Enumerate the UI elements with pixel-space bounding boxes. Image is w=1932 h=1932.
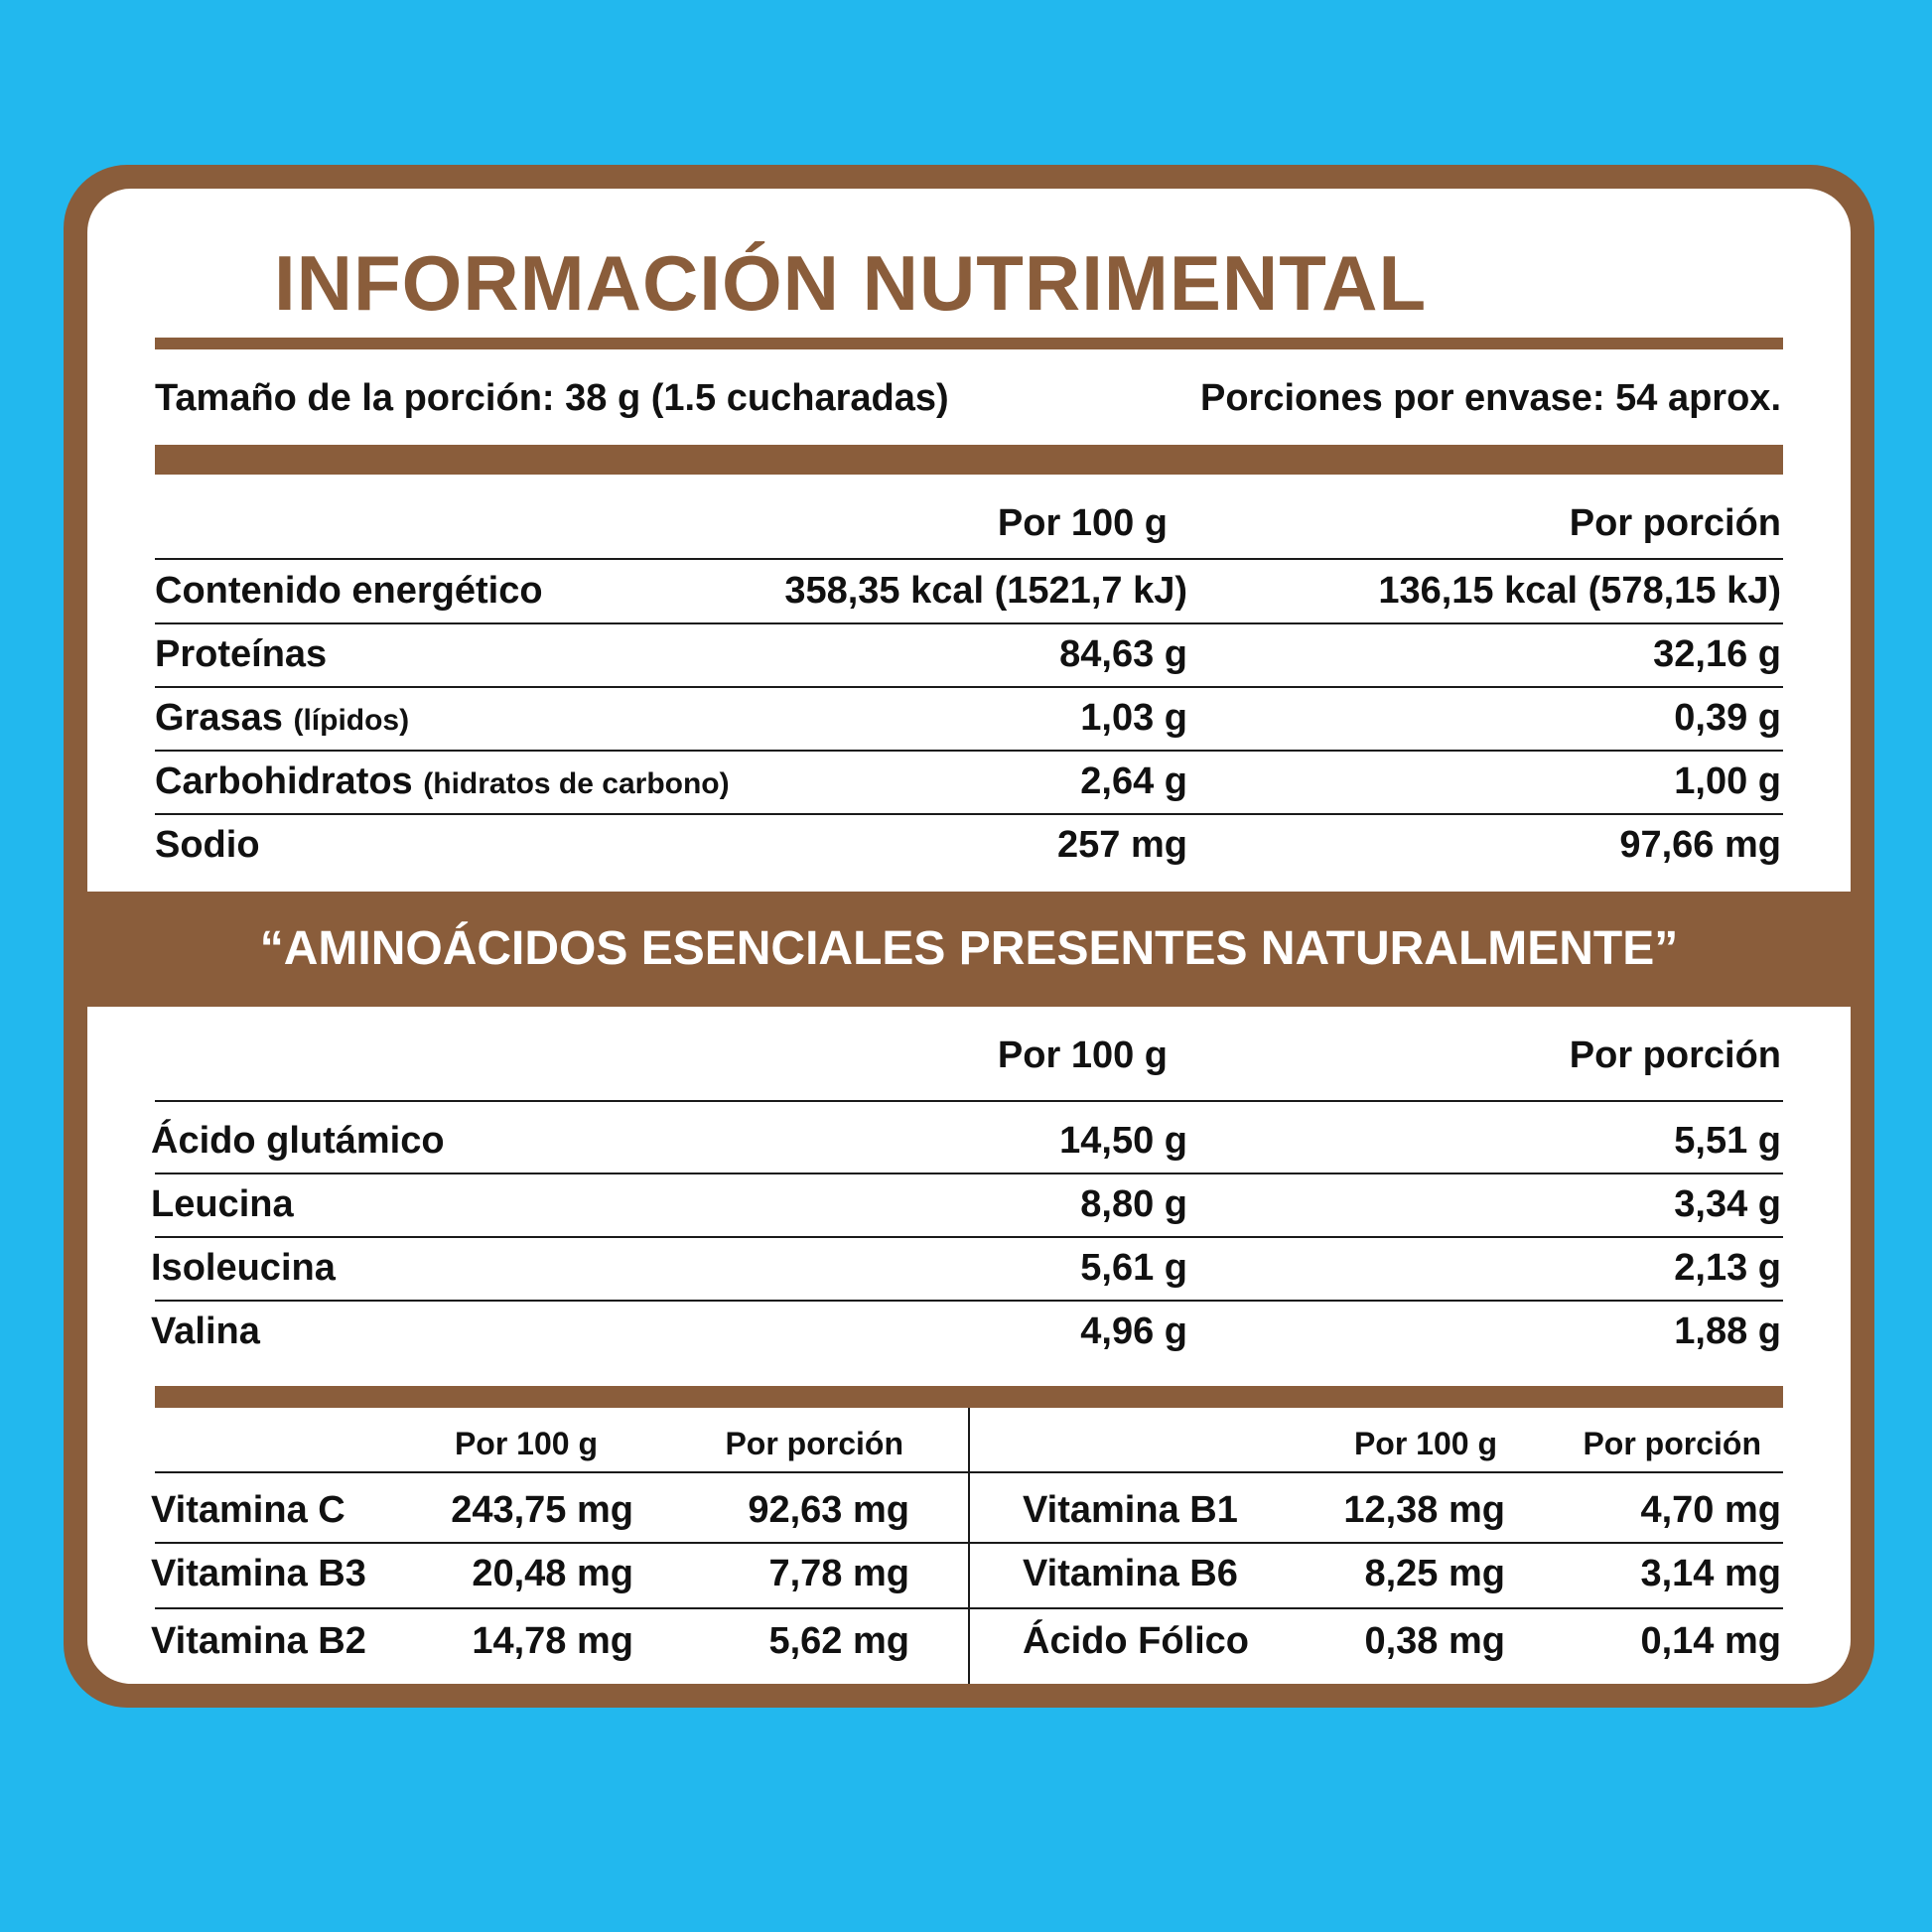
vitamin-portion: 92,63 mg — [748, 1489, 909, 1531]
nutrient-note: (hidratos de carbono) — [423, 767, 730, 800]
col-header-100g: Por 100 g — [454, 1426, 598, 1461]
nutrient-note: (lípidos) — [293, 704, 410, 737]
vitamin-portion: 7,78 mg — [768, 1553, 909, 1594]
amino-per100: 14,50 g — [1059, 1120, 1187, 1162]
vitamin-name: Vitamina B1 — [1023, 1489, 1238, 1531]
vitamin-name: Vitamina C — [151, 1489, 345, 1531]
table-rule — [155, 1236, 1783, 1238]
table-rule — [155, 558, 1783, 560]
table-rule — [155, 750, 1783, 752]
servings-per-container: Porciones por envase: 54 aprox. — [1199, 377, 1781, 419]
nutrient-name: Sodio — [155, 824, 260, 866]
nutrient-portion: 1,00 g — [1674, 760, 1781, 802]
vitamin-portion: 5,62 mg — [768, 1620, 909, 1662]
table-rule — [155, 813, 1783, 815]
table-rule — [155, 1173, 1783, 1174]
col-header-100g: Por 100 g — [1353, 1426, 1497, 1461]
col-header-100g: Por 100 g — [997, 1035, 1168, 1076]
amino-portion: 5,51 g — [1674, 1120, 1781, 1162]
col-header-portion: Por porción — [1569, 1035, 1781, 1076]
nutrient-name: Carbohidratos — [155, 760, 413, 802]
col-header-portion: Por porción — [1583, 1426, 1761, 1461]
nutrient-per100: 1,03 g — [1080, 697, 1187, 739]
nutrient-portion: 136,15 kcal (578,15 kJ) — [1378, 570, 1781, 612]
column-divider — [968, 1408, 970, 1684]
vitamin-per100: 14,78 mg — [472, 1620, 633, 1662]
amino-title: “AMINOÁCIDOS ESENCIALES PRESENTES NATURALMENTE” — [259, 922, 1679, 975]
vitamin-name: Vitamina B6 — [1023, 1553, 1238, 1594]
nutrient-per100: 2,64 g — [1080, 760, 1187, 802]
amino-name: Ácido glutámico — [151, 1120, 445, 1162]
amino-per100: 4,96 g — [1080, 1311, 1187, 1352]
vitamin-name: Vitamina B2 — [151, 1620, 366, 1662]
vitamin-portion: 3,14 mg — [1640, 1553, 1781, 1594]
amino-portion: 2,13 g — [1674, 1247, 1781, 1289]
table-rule — [155, 622, 1783, 624]
nutrient-portion: 0,39 g — [1674, 697, 1781, 739]
amino-per100: 8,80 g — [1080, 1183, 1187, 1225]
amino-name: Leucina — [151, 1183, 294, 1225]
nutrient-name-line — [155, 760, 730, 803]
table-rule — [155, 1300, 1783, 1302]
nutrient-per100: 84,63 g — [1059, 633, 1187, 675]
vitamin-per100: 8,25 mg — [1364, 1553, 1505, 1594]
vitamin-name: Ácido Fólico — [1023, 1620, 1249, 1662]
vitamin-per100: 0,38 mg — [1364, 1620, 1505, 1662]
amino-name: Valina — [151, 1311, 260, 1352]
vitamin-portion: 4,70 mg — [1640, 1489, 1781, 1531]
vitamin-name: Vitamina B3 — [151, 1553, 366, 1594]
col-header-portion: Por porción — [1569, 502, 1781, 544]
section-divider — [155, 1386, 1783, 1408]
table-rule — [155, 1100, 1783, 1102]
section-divider — [155, 445, 1783, 475]
vitamin-per100: 243,75 mg — [451, 1489, 633, 1531]
amino-per100: 5,61 g — [1080, 1247, 1187, 1289]
nutrient-portion: 97,66 mg — [1619, 824, 1781, 866]
vitamin-per100: 20,48 mg — [472, 1553, 633, 1594]
nutrient-name: Proteínas — [155, 633, 328, 675]
vitamin-per100: 12,38 mg — [1343, 1489, 1505, 1531]
nutrient-name-line — [155, 697, 409, 740]
page-title: INFORMACIÓN NUTRIMENTAL — [274, 239, 1428, 327]
col-header-100g: Por 100 g — [997, 502, 1168, 544]
table-rule — [155, 1471, 1783, 1473]
table-rule — [155, 686, 1783, 688]
vitamin-portion: 0,14 mg — [1640, 1620, 1781, 1662]
table-rule — [155, 1542, 1783, 1544]
amino-portion: 3,34 g — [1674, 1183, 1781, 1225]
nutrient-name: Contenido energético — [155, 570, 543, 612]
col-header-portion: Por porción — [725, 1426, 903, 1461]
table-rule — [155, 1607, 1783, 1609]
nutrient-per100: 257 mg — [1057, 824, 1187, 866]
nutrient-name: Grasas — [155, 697, 283, 739]
title-underline — [155, 338, 1783, 349]
nutrient-per100: 358,35 kcal (1521,7 kJ) — [784, 570, 1187, 612]
amino-portion: 1,88 g — [1674, 1311, 1781, 1352]
amino-name: Isoleucina — [151, 1247, 336, 1289]
serving-size: Tamaño de la porción: 38 g (1.5 cucharadas) — [155, 377, 949, 419]
nutrient-portion: 32,16 g — [1653, 633, 1781, 675]
